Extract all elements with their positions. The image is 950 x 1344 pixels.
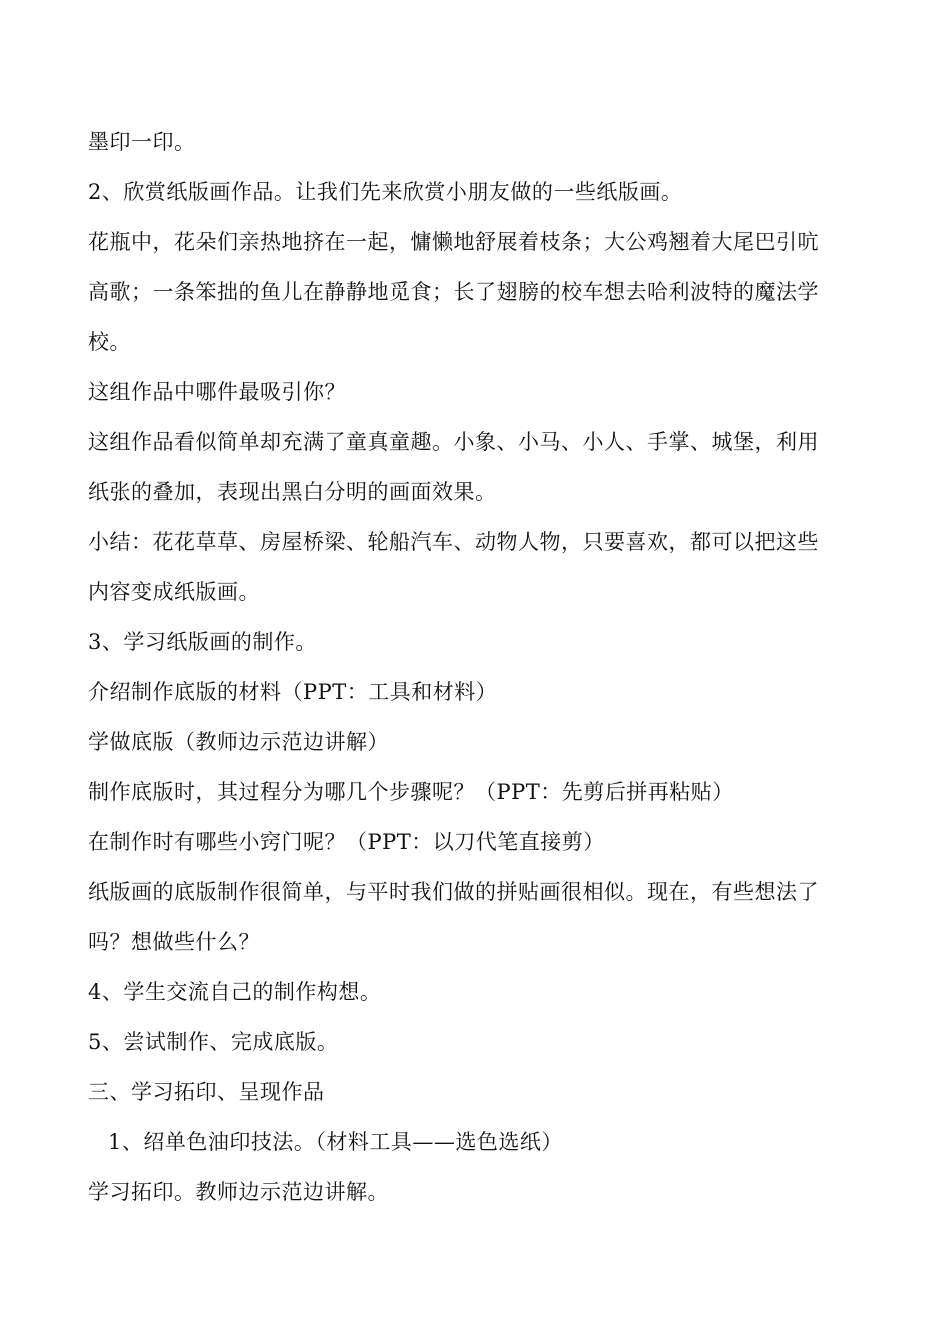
section-heading: 2、欣赏纸版画作品。让我们先来欣赏小朋友做的一些纸版画。: [88, 180, 683, 204]
text-line: 高歌；一条笨拙的鱼儿在静静地觅食；长了翅膀的校车想去哈利波特的魔法学: [88, 280, 819, 304]
text-line: 制作底版时，其过程分为哪几个步骤呢？（PPT：先剪后拼再粘贴）: [88, 780, 734, 804]
text-line: 小结：花花草草、房屋桥梁、轮船汽车、动物人物，只要喜欢，都可以把这些: [88, 530, 819, 554]
text-line: 纸张的叠加，表现出黑白分明的画面效果。: [88, 480, 497, 504]
section-heading: 5、尝试制作、完成底版。: [88, 1030, 339, 1054]
text-line: 在制作时有哪些小窍门呢？（PPT：以刀代笔直接剪）: [88, 830, 605, 854]
section-heading: 1、绍单色油印技法。（材料工具——选色选纸）: [108, 1130, 563, 1154]
text-line: 花瓶中，花朵们亲热地挤在一起，慵懒地舒展着枝条；大公鸡翘着大尾巴引吭: [88, 230, 819, 254]
document-body: [88, 117, 863, 1217]
text-line: 学习拓印。教师边示范边讲解。: [88, 1180, 389, 1204]
text-line: 学做底版（教师边示范边讲解）: [88, 730, 389, 754]
text-line: 纸版画的底版制作很简单，与平时我们做的拼贴画很相似。现在，有些想法了: [88, 880, 819, 904]
text-line: 这组作品看似简单却充满了童真童趣。小象、小马、小人、手掌、城堡，利用: [88, 430, 819, 454]
text-line: 内容变成纸版画。: [88, 580, 260, 604]
text-line: 介绍制作底版的材料（PPT：工具和材料）: [88, 680, 498, 704]
section-heading: 3、学习纸版画的制作。: [88, 630, 317, 654]
text-line: 校。: [88, 330, 131, 354]
text-line: 这组作品中哪件最吸引你？: [88, 380, 346, 404]
text-line: 墨印一印。: [88, 130, 196, 154]
section-heading: 4、学生交流自己的制作构想。: [88, 980, 382, 1004]
section-heading: 三、学习拓印、呈现作品: [88, 1080, 325, 1104]
text-line: 吗？想做些什么？: [88, 930, 260, 954]
